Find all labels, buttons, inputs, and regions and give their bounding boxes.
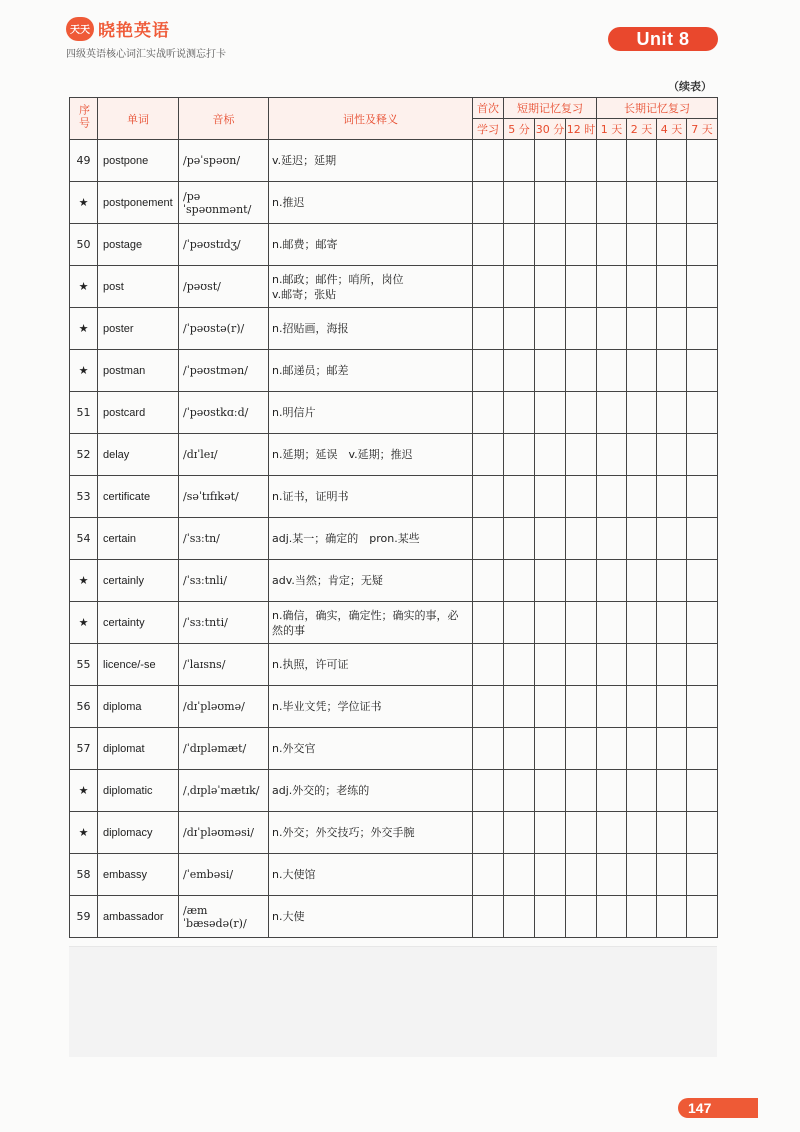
review-checkbox-cell[interactable] xyxy=(657,392,687,434)
review-checkbox-cell[interactable] xyxy=(627,770,657,812)
review-checkbox-cell[interactable] xyxy=(535,728,566,770)
review-checkbox-cell[interactable] xyxy=(473,560,504,602)
definition-line: n.证书，证明书 xyxy=(272,490,349,503)
review-checkbox-cell[interactable] xyxy=(535,560,566,602)
row-number: 58 xyxy=(70,854,98,896)
review-checkbox-cell[interactable] xyxy=(597,644,627,686)
table-row xyxy=(70,728,718,770)
review-checkbox-cell[interactable] xyxy=(504,224,535,266)
word-cell: postman xyxy=(98,350,179,392)
review-checkbox-cell[interactable] xyxy=(657,266,687,308)
phonetic-cell: /pəˈspəʊn/ xyxy=(179,140,269,182)
review-checkbox-cell[interactable] xyxy=(597,476,627,518)
definition-line: adj.外交的；老练的 xyxy=(272,784,370,797)
review-checkbox-cell[interactable] xyxy=(627,476,657,518)
continued-label: （续表） xyxy=(668,80,712,93)
review-checkbox-cell[interactable] xyxy=(566,728,597,770)
review-checkbox-cell[interactable] xyxy=(473,686,504,728)
row-number: ★ xyxy=(70,812,98,854)
review-checkbox-cell[interactable] xyxy=(657,644,687,686)
review-checkbox-cell[interactable] xyxy=(687,644,718,686)
review-checkbox-cell[interactable] xyxy=(535,896,566,938)
definition-cell xyxy=(269,308,473,350)
review-checkbox-cell[interactable] xyxy=(627,686,657,728)
table-row xyxy=(70,686,718,728)
header-short-5min: 5 分 xyxy=(504,119,535,140)
review-checkbox-cell[interactable] xyxy=(627,602,657,644)
review-checkbox-cell[interactable] xyxy=(627,728,657,770)
review-checkbox-cell[interactable] xyxy=(504,602,535,644)
review-checkbox-cell[interactable] xyxy=(566,224,597,266)
review-checkbox-cell[interactable] xyxy=(566,560,597,602)
row-number: 51 xyxy=(70,392,98,434)
review-checkbox-cell[interactable] xyxy=(687,140,718,182)
review-checkbox-cell[interactable] xyxy=(627,518,657,560)
review-checkbox-cell[interactable] xyxy=(535,854,566,896)
book-subtitle: 四级英语核心词汇实战听说测忘打卡 xyxy=(66,49,226,60)
definition-line: n.大使 xyxy=(272,910,305,923)
phonetic-cell: /ˈsɜːtnti/ xyxy=(179,602,269,644)
table-row xyxy=(70,812,718,854)
row-number: ★ xyxy=(70,350,98,392)
review-checkbox-cell[interactable] xyxy=(566,518,597,560)
table-row xyxy=(70,182,718,224)
definition-line: n.外交官 xyxy=(272,742,316,755)
table-row xyxy=(70,224,718,266)
review-checkbox-cell[interactable] xyxy=(473,434,504,476)
word-cell: ambassador xyxy=(98,896,179,938)
review-checkbox-cell[interactable] xyxy=(504,770,535,812)
word-cell: embassy xyxy=(98,854,179,896)
definition-cell xyxy=(269,266,473,308)
definition-cell xyxy=(269,896,473,938)
phonetic-cell: /ˈdɪpləmæt/ xyxy=(179,728,269,770)
review-checkbox-cell[interactable] xyxy=(504,644,535,686)
definition-line: n.确信，确实，确定性；确实的事，必 xyxy=(272,608,459,622)
review-checkbox-cell[interactable] xyxy=(566,140,597,182)
header-short-term: 短期记忆复习 xyxy=(504,98,597,119)
row-number: ★ xyxy=(70,602,98,644)
definition-line: n.外交；外交技巧；外交手腕 xyxy=(272,826,415,839)
review-checkbox-cell[interactable] xyxy=(687,812,718,854)
review-checkbox-cell[interactable] xyxy=(657,224,687,266)
definition-line: adj.某一；确定的 pron.某些 xyxy=(272,532,420,545)
review-checkbox-cell[interactable] xyxy=(597,182,627,224)
review-checkbox-cell[interactable] xyxy=(597,434,627,476)
review-checkbox-cell[interactable] xyxy=(627,182,657,224)
review-checkbox-cell[interactable] xyxy=(535,392,566,434)
review-checkbox-cell[interactable] xyxy=(597,686,627,728)
definition-cell xyxy=(269,686,473,728)
header-long-term: 长期记忆复习 xyxy=(597,98,718,119)
row-number: 59 xyxy=(70,896,98,938)
review-checkbox-cell[interactable] xyxy=(535,434,566,476)
phonetic-cell: /ˈsɜːtn/ xyxy=(179,518,269,560)
review-checkbox-cell[interactable] xyxy=(657,476,687,518)
review-checkbox-cell[interactable] xyxy=(504,434,535,476)
review-checkbox-cell[interactable] xyxy=(504,350,535,392)
review-checkbox-cell[interactable] xyxy=(504,266,535,308)
review-checkbox-cell[interactable] xyxy=(597,518,627,560)
review-checkbox-cell[interactable] xyxy=(687,770,718,812)
review-checkbox-cell[interactable] xyxy=(657,728,687,770)
definition-cell xyxy=(269,854,473,896)
review-checkbox-cell[interactable] xyxy=(473,728,504,770)
review-checkbox-cell[interactable] xyxy=(597,560,627,602)
table-row xyxy=(70,560,718,602)
table-row xyxy=(70,602,718,644)
review-checkbox-cell[interactable] xyxy=(504,476,535,518)
definition-line: n.邮费；邮寄 xyxy=(272,238,338,251)
word-cell: postponement xyxy=(98,182,179,224)
row-number: 49 xyxy=(70,140,98,182)
word-cell: postpone xyxy=(98,140,179,182)
definition-cell xyxy=(269,602,473,644)
table-row xyxy=(70,644,718,686)
definition-line: n.邮政；邮件；哨所，岗位 xyxy=(272,272,404,286)
definition-line: 然的事 xyxy=(272,623,305,637)
review-checkbox-cell[interactable] xyxy=(473,224,504,266)
review-checkbox-cell[interactable] xyxy=(597,896,627,938)
header-first-study-bottom: 学习 xyxy=(473,119,504,140)
phonetic-cell: /dɪˈpləʊməsi/ xyxy=(179,812,269,854)
row-number: 54 xyxy=(70,518,98,560)
review-checkbox-cell[interactable] xyxy=(504,392,535,434)
review-checkbox-cell[interactable] xyxy=(597,770,627,812)
review-checkbox-cell[interactable] xyxy=(504,896,535,938)
review-checkbox-cell[interactable] xyxy=(597,392,627,434)
word-cell: certainly xyxy=(98,560,179,602)
review-checkbox-cell[interactable] xyxy=(627,896,657,938)
brand-name: 晓艳英语 xyxy=(98,21,170,41)
review-checkbox-cell[interactable] xyxy=(504,518,535,560)
review-checkbox-cell[interactable] xyxy=(657,308,687,350)
review-checkbox-cell[interactable] xyxy=(535,224,566,266)
review-checkbox-cell[interactable] xyxy=(627,812,657,854)
review-checkbox-cell[interactable] xyxy=(504,308,535,350)
header-ipa: 音标 xyxy=(179,98,269,140)
review-checkbox-cell[interactable] xyxy=(687,224,718,266)
review-checkbox-cell[interactable] xyxy=(566,896,597,938)
header-short-30min: 30 分 xyxy=(535,119,566,140)
review-checkbox-cell[interactable] xyxy=(687,350,718,392)
word-cell: diplomacy xyxy=(98,812,179,854)
row-number: 56 xyxy=(70,686,98,728)
definition-line: n.明信片 xyxy=(272,406,316,419)
phonetic-cell: /ˈsɜːtnli/ xyxy=(179,560,269,602)
review-checkbox-cell[interactable] xyxy=(687,476,718,518)
review-checkbox-cell[interactable] xyxy=(566,434,597,476)
review-checkbox-cell[interactable] xyxy=(687,434,718,476)
phonetic-cell: /ˈpəʊstə(r)/ xyxy=(179,308,269,350)
review-checkbox-cell[interactable] xyxy=(566,350,597,392)
header-first-study-top: 首次 xyxy=(473,98,504,119)
phonetic-cell: /ˈpəʊstkɑːd/ xyxy=(179,392,269,434)
phonetic-cell: /dɪˈleɪ/ xyxy=(179,434,269,476)
review-checkbox-cell[interactable] xyxy=(473,266,504,308)
definition-line: n.执照，许可证 xyxy=(272,658,349,671)
table-row xyxy=(70,350,718,392)
review-checkbox-cell[interactable] xyxy=(687,518,718,560)
review-checkbox-cell[interactable] xyxy=(627,140,657,182)
row-number: ★ xyxy=(70,308,98,350)
review-checkbox-cell[interactable] xyxy=(627,854,657,896)
review-checkbox-cell[interactable] xyxy=(566,266,597,308)
table-row xyxy=(70,476,718,518)
header-long-2d: 2 天 xyxy=(627,119,657,140)
review-checkbox-cell[interactable] xyxy=(535,770,566,812)
review-checkbox-cell[interactable] xyxy=(657,434,687,476)
header-word: 单词 xyxy=(98,98,179,140)
review-checkbox-cell[interactable] xyxy=(566,770,597,812)
definition-line: n.邮递员；邮差 xyxy=(272,364,349,377)
review-checkbox-cell[interactable] xyxy=(473,182,504,224)
review-checkbox-cell[interactable] xyxy=(597,728,627,770)
row-number: ★ xyxy=(70,770,98,812)
definition-cell xyxy=(269,350,473,392)
row-number: 50 xyxy=(70,224,98,266)
word-cell: diploma xyxy=(98,686,179,728)
definition-cell xyxy=(269,140,473,182)
review-checkbox-cell[interactable] xyxy=(504,560,535,602)
review-checkbox-cell[interactable] xyxy=(535,308,566,350)
definition-cell xyxy=(269,518,473,560)
definition-cell xyxy=(269,560,473,602)
review-checkbox-cell[interactable] xyxy=(473,644,504,686)
review-checkbox-cell[interactable] xyxy=(566,854,597,896)
review-checkbox-cell[interactable] xyxy=(566,182,597,224)
review-checkbox-cell[interactable] xyxy=(566,686,597,728)
header-short-12h: 12 时 xyxy=(566,119,597,140)
review-checkbox-cell[interactable] xyxy=(657,686,687,728)
definition-line: adv.当然；肯定；无疑 xyxy=(272,574,383,587)
definition-cell xyxy=(269,182,473,224)
phonetic-cell: /ˈembəsi/ xyxy=(179,854,269,896)
review-checkbox-cell[interactable] xyxy=(473,854,504,896)
table-row xyxy=(70,770,718,812)
vocabulary-table-body xyxy=(70,140,718,938)
review-checkbox-cell[interactable] xyxy=(597,224,627,266)
review-checkbox-cell[interactable] xyxy=(687,308,718,350)
review-checkbox-cell[interactable] xyxy=(473,602,504,644)
header-long-7d: 7 天 xyxy=(687,119,718,140)
review-checkbox-cell[interactable] xyxy=(566,602,597,644)
review-checkbox-cell[interactable] xyxy=(535,182,566,224)
review-checkbox-cell[interactable] xyxy=(687,896,718,938)
review-checkbox-cell[interactable] xyxy=(535,266,566,308)
word-cell: poster xyxy=(98,308,179,350)
review-checkbox-cell[interactable] xyxy=(473,770,504,812)
table-row xyxy=(70,854,718,896)
review-checkbox-cell[interactable] xyxy=(597,854,627,896)
review-checkbox-cell[interactable] xyxy=(504,686,535,728)
review-checkbox-cell[interactable] xyxy=(597,812,627,854)
review-checkbox-cell[interactable] xyxy=(597,266,627,308)
definition-line: v.邮寄；张贴 xyxy=(272,287,337,301)
definition-line: n.推迟 xyxy=(272,196,305,209)
row-number: 53 xyxy=(70,476,98,518)
review-checkbox-cell[interactable] xyxy=(657,182,687,224)
review-checkbox-cell[interactable] xyxy=(473,476,504,518)
word-cell: certificate xyxy=(98,476,179,518)
review-checkbox-cell[interactable] xyxy=(627,434,657,476)
phonetic-cell: /ˈlaɪsns/ xyxy=(179,644,269,686)
definition-cell xyxy=(269,812,473,854)
review-checkbox-cell[interactable] xyxy=(657,560,687,602)
review-checkbox-cell[interactable] xyxy=(566,392,597,434)
row-number: 52 xyxy=(70,434,98,476)
definition-line: n.毕业文凭；学位证书 xyxy=(272,700,382,713)
review-checkbox-cell[interactable] xyxy=(657,770,687,812)
word-cell: diplomat xyxy=(98,728,179,770)
page-number: 147 xyxy=(678,1098,758,1118)
review-checkbox-cell[interactable] xyxy=(597,602,627,644)
definition-line: n.延期；延误 v.延期；推迟 xyxy=(272,448,413,461)
review-checkbox-cell[interactable] xyxy=(597,308,627,350)
review-checkbox-cell[interactable] xyxy=(597,140,627,182)
review-checkbox-cell[interactable] xyxy=(504,854,535,896)
review-checkbox-cell[interactable] xyxy=(473,896,504,938)
review-checkbox-cell[interactable] xyxy=(687,728,718,770)
review-checkbox-cell[interactable] xyxy=(535,140,566,182)
definition-cell xyxy=(269,392,473,434)
definition-cell xyxy=(269,770,473,812)
row-number: ★ xyxy=(70,266,98,308)
word-cell: certainty xyxy=(98,602,179,644)
table-row xyxy=(70,266,718,308)
review-checkbox-cell[interactable] xyxy=(504,812,535,854)
phonetic-cell: /æmˈbæsədə(r)/ xyxy=(179,896,269,938)
definition-cell xyxy=(269,224,473,266)
blank-notes-area xyxy=(69,946,717,1057)
review-checkbox-cell[interactable] xyxy=(687,602,718,644)
review-checkbox-cell[interactable] xyxy=(535,476,566,518)
review-checkbox-cell[interactable] xyxy=(687,392,718,434)
review-checkbox-cell[interactable] xyxy=(504,140,535,182)
review-checkbox-cell[interactable] xyxy=(504,182,535,224)
header-num: 序号 xyxy=(70,98,98,140)
review-checkbox-cell[interactable] xyxy=(687,854,718,896)
review-checkbox-cell[interactable] xyxy=(535,812,566,854)
review-checkbox-cell[interactable] xyxy=(627,560,657,602)
review-checkbox-cell[interactable] xyxy=(627,644,657,686)
table-row xyxy=(70,308,718,350)
definition-cell xyxy=(269,644,473,686)
table-row xyxy=(70,518,718,560)
review-checkbox-cell[interactable] xyxy=(566,476,597,518)
row-number: 55 xyxy=(70,644,98,686)
review-checkbox-cell[interactable] xyxy=(535,518,566,560)
header-long-4d: 4 天 xyxy=(657,119,687,140)
review-checkbox-cell[interactable] xyxy=(473,350,504,392)
review-checkbox-cell[interactable] xyxy=(687,560,718,602)
review-checkbox-cell[interactable] xyxy=(657,518,687,560)
review-checkbox-cell[interactable] xyxy=(657,896,687,938)
table-row xyxy=(70,434,718,476)
word-cell: licence/-se xyxy=(98,644,179,686)
review-checkbox-cell[interactable] xyxy=(657,602,687,644)
phonetic-cell: /ˈpəʊstmən/ xyxy=(179,350,269,392)
review-checkbox-cell[interactable] xyxy=(657,812,687,854)
vocabulary-table xyxy=(69,97,718,938)
phonetic-cell: /dɪˈpləʊmə/ xyxy=(179,686,269,728)
definition-cell xyxy=(269,476,473,518)
word-cell: post xyxy=(98,266,179,308)
phonetic-cell: /pəʊst/ xyxy=(179,266,269,308)
review-checkbox-cell[interactable] xyxy=(535,602,566,644)
review-checkbox-cell[interactable] xyxy=(566,812,597,854)
review-checkbox-cell[interactable] xyxy=(657,854,687,896)
review-checkbox-cell[interactable] xyxy=(566,644,597,686)
review-checkbox-cell[interactable] xyxy=(687,686,718,728)
header-pos-def: 词性及释义 xyxy=(269,98,473,140)
review-checkbox-cell[interactable] xyxy=(473,392,504,434)
review-checkbox-cell[interactable] xyxy=(535,350,566,392)
review-checkbox-cell[interactable] xyxy=(597,350,627,392)
word-cell: postage xyxy=(98,224,179,266)
logo-mark-icon: 天天 xyxy=(66,17,94,41)
review-checkbox-cell[interactable] xyxy=(657,350,687,392)
word-cell: certain xyxy=(98,518,179,560)
phonetic-cell: /pəˈspəʊnmənt/ xyxy=(179,182,269,224)
review-checkbox-cell[interactable] xyxy=(473,308,504,350)
review-checkbox-cell[interactable] xyxy=(566,308,597,350)
row-number: ★ xyxy=(70,560,98,602)
definition-line: v.延迟；延期 xyxy=(272,154,337,167)
phonetic-cell: /səˈtɪfɪkət/ xyxy=(179,476,269,518)
review-checkbox-cell[interactable] xyxy=(627,224,657,266)
review-checkbox-cell[interactable] xyxy=(627,308,657,350)
review-checkbox-cell[interactable] xyxy=(473,140,504,182)
word-cell: diplomatic xyxy=(98,770,179,812)
row-number: ★ xyxy=(70,182,98,224)
definition-line: n.招贴画，海报 xyxy=(272,322,349,335)
definition-cell xyxy=(269,728,473,770)
review-checkbox-cell[interactable] xyxy=(657,140,687,182)
review-checkbox-cell[interactable] xyxy=(627,350,657,392)
definition-cell xyxy=(269,434,473,476)
word-cell: postcard xyxy=(98,392,179,434)
review-checkbox-cell[interactable] xyxy=(473,518,504,560)
word-cell: delay xyxy=(98,434,179,476)
review-checkbox-cell[interactable] xyxy=(535,686,566,728)
phonetic-cell: /ˌdɪpləˈmætɪk/ xyxy=(179,770,269,812)
header-long-1d: 1 天 xyxy=(597,119,627,140)
table-row xyxy=(70,896,718,938)
table-row xyxy=(70,392,718,434)
review-checkbox-cell[interactable] xyxy=(627,266,657,308)
table-row xyxy=(70,140,718,182)
definition-line: n.大使馆 xyxy=(272,868,316,881)
review-checkbox-cell[interactable] xyxy=(687,266,718,308)
review-checkbox-cell[interactable] xyxy=(687,182,718,224)
unit-badge: Unit 8 xyxy=(608,27,718,51)
review-checkbox-cell[interactable] xyxy=(473,812,504,854)
review-checkbox-cell[interactable] xyxy=(627,392,657,434)
phonetic-cell: /ˈpəʊstɪdʒ/ xyxy=(179,224,269,266)
row-number: 57 xyxy=(70,728,98,770)
review-checkbox-cell[interactable] xyxy=(504,728,535,770)
review-checkbox-cell[interactable] xyxy=(535,644,566,686)
brand-logo xyxy=(66,16,170,41)
